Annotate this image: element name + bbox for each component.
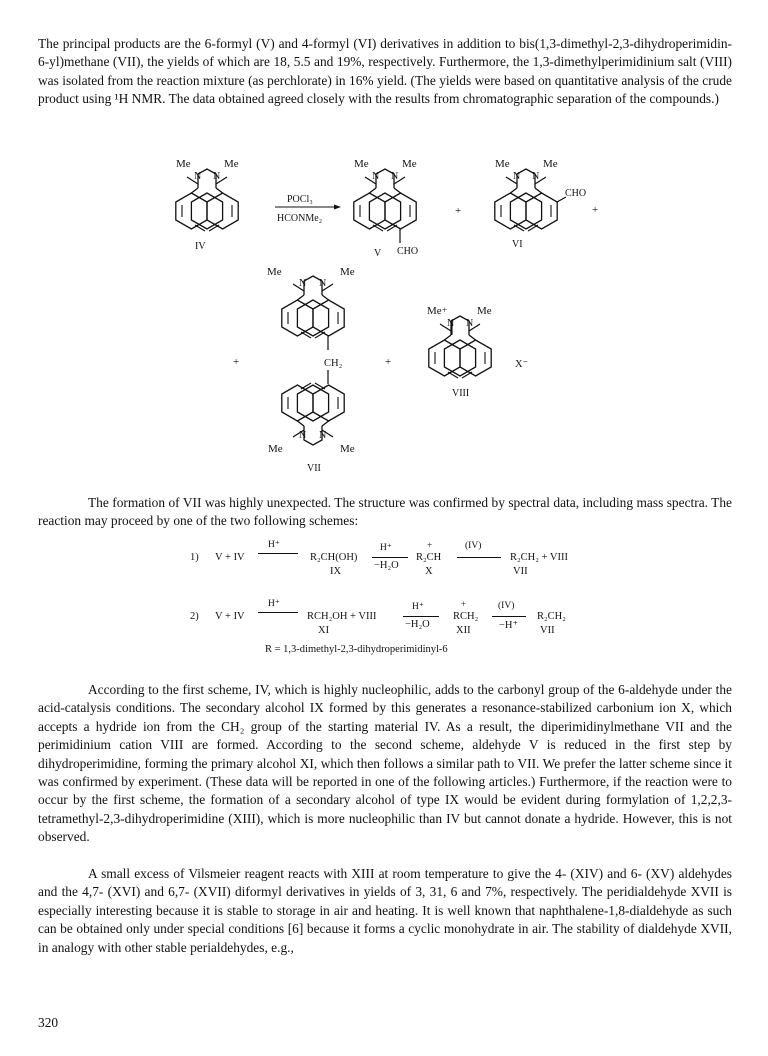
page-number: 320 (38, 1015, 59, 1030)
svg-text:N: N (466, 318, 474, 329)
label-vi: VI (512, 239, 523, 250)
plus-sign-3: + (233, 356, 240, 368)
plus-sign-2: + (592, 204, 599, 216)
svg-text:Me: Me (477, 305, 492, 317)
scheme-footnote: R = 1,3-dimethyl-2,3-dihydroperimidinyl-6 (265, 644, 448, 655)
svg-text:Me: Me (340, 266, 355, 278)
svg-text:N: N (299, 278, 307, 289)
svg-text:N: N (194, 171, 202, 182)
aldehyde-paragraph: A small excess of Vilsmeier reagent reacts with XIII at room temperature to give the 4- (XIV) and 6- (XV) aldehydes and the 4,7- (XVI) and 6,7- (XVII) diformyl derivatives in yields of 3, 31, 6 and 7%, respectively. The peridialdehyde XVII is especially interesting because it is stable to storage in air and heating. It is well known that naphthalene-1,8-dialdehyde as such can be obtained only under special conditions [6] because it forms a cyclic monohydrate in air. The stability of dialdehyde XVII, in analogy with other stable perialdehydes, e.g., (38, 866, 732, 955)
svg-text:CH₂: CH₂ (324, 358, 343, 369)
svg-text:N: N (447, 318, 455, 329)
svg-text:POCl₃: POCl₃ (287, 194, 313, 205)
plus-sign-4: + (385, 356, 392, 368)
scheme-intro-paragraph: The formation of VII was highly unexpected. The structure was confirmed by spectral data, including mass spectra. The reaction may proceed by one of the two following schemes: (38, 495, 732, 529)
svg-text:Me: Me (495, 158, 510, 170)
svg-text:N: N (213, 171, 221, 182)
svg-text:Me: Me (268, 443, 283, 455)
label-vii: VII (307, 463, 321, 474)
label-v: V (374, 248, 382, 259)
svg-text:N: N (532, 171, 540, 182)
structure-vii (267, 266, 355, 474)
label-iv: IV (195, 241, 206, 252)
svg-text:N: N (319, 278, 327, 289)
svg-text:Me: Me (543, 158, 558, 170)
svg-text:Me: Me (402, 158, 417, 170)
label-viii: VIII (452, 388, 470, 399)
svg-text:N: N (391, 171, 399, 182)
svg-text:N: N (513, 171, 521, 182)
counter-anion: X⁻ (515, 359, 529, 370)
reaction-arrow-main (275, 194, 341, 224)
svg-text:N: N (372, 171, 380, 182)
svg-text:Me: Me (267, 266, 282, 278)
svg-text:CHO: CHO (397, 246, 419, 257)
svg-text:Me: Me (224, 158, 239, 170)
svg-text:Me: Me (427, 305, 442, 317)
svg-text:CHO: CHO (565, 188, 587, 199)
svg-text:Me: Me (354, 158, 369, 170)
svg-text:HCONMe₂: HCONMe₂ (277, 213, 323, 224)
svg-text:Me: Me (340, 443, 355, 455)
structure-iv (176, 158, 239, 252)
structure-vi (495, 158, 586, 250)
mechanism-paragraph: According to the first scheme, IV, which is highly nucleophilic, adds to the carbonyl group of the 6-aldehyde under the acid-catalysis conditions. The secondary alcohol IX formed by this generates a resonance-stabilized carbonium ion X, which accepts a hydride ion from the CH₂ group of the starting material IV. As a result, the diperimidinylmethane VII and the perimidinium cation VIII are formed. According to the second scheme, aldehyde V is reduced in the first step by dihydroperimidine, forming the primary alcohol XI, which then follows a similar path to VII. We prefer the latter scheme since it was confirmed by experiment. (These data will be reported in one of the following articles.) Furthermore, if the reaction were to occur by the first scheme, the formation of a secondary alcohol of type IX would be evident during formylation of 1,2,2,3-tetramethyl-2,3-dihydroperimidine (XIII), which is more nucleophilic than IV but cannot donate a hydride. However, this is not observed. (38, 682, 732, 845)
plus-sign-1: + (455, 205, 462, 217)
svg-text:N: N (319, 430, 327, 441)
intro-paragraph: The principal products are the 6-formyl (V) and 4-formyl (VI) derivatives in addition to bis(1,3-dimethyl-2,3-dihydroperimidin-6-yl)methane (VII), the yields of which are 18, 5.5 and 19%, respectively. Furthermore, the 1,3-dimethylperimidinium salt (VIII) was isolated from the reaction mixture (as perchlorate) in 16% yield. (The yields were based on quantitative analysis of the crude product using ¹H NMR. The data obtained agreed closely with the results from chromatographic separation of the compounds.) (38, 36, 732, 107)
svg-text:Me: Me (176, 158, 191, 170)
svg-text:N: N (299, 430, 307, 441)
structure-v (354, 158, 418, 259)
structure-viii (427, 305, 492, 399)
svg-text:+: + (442, 305, 448, 315)
